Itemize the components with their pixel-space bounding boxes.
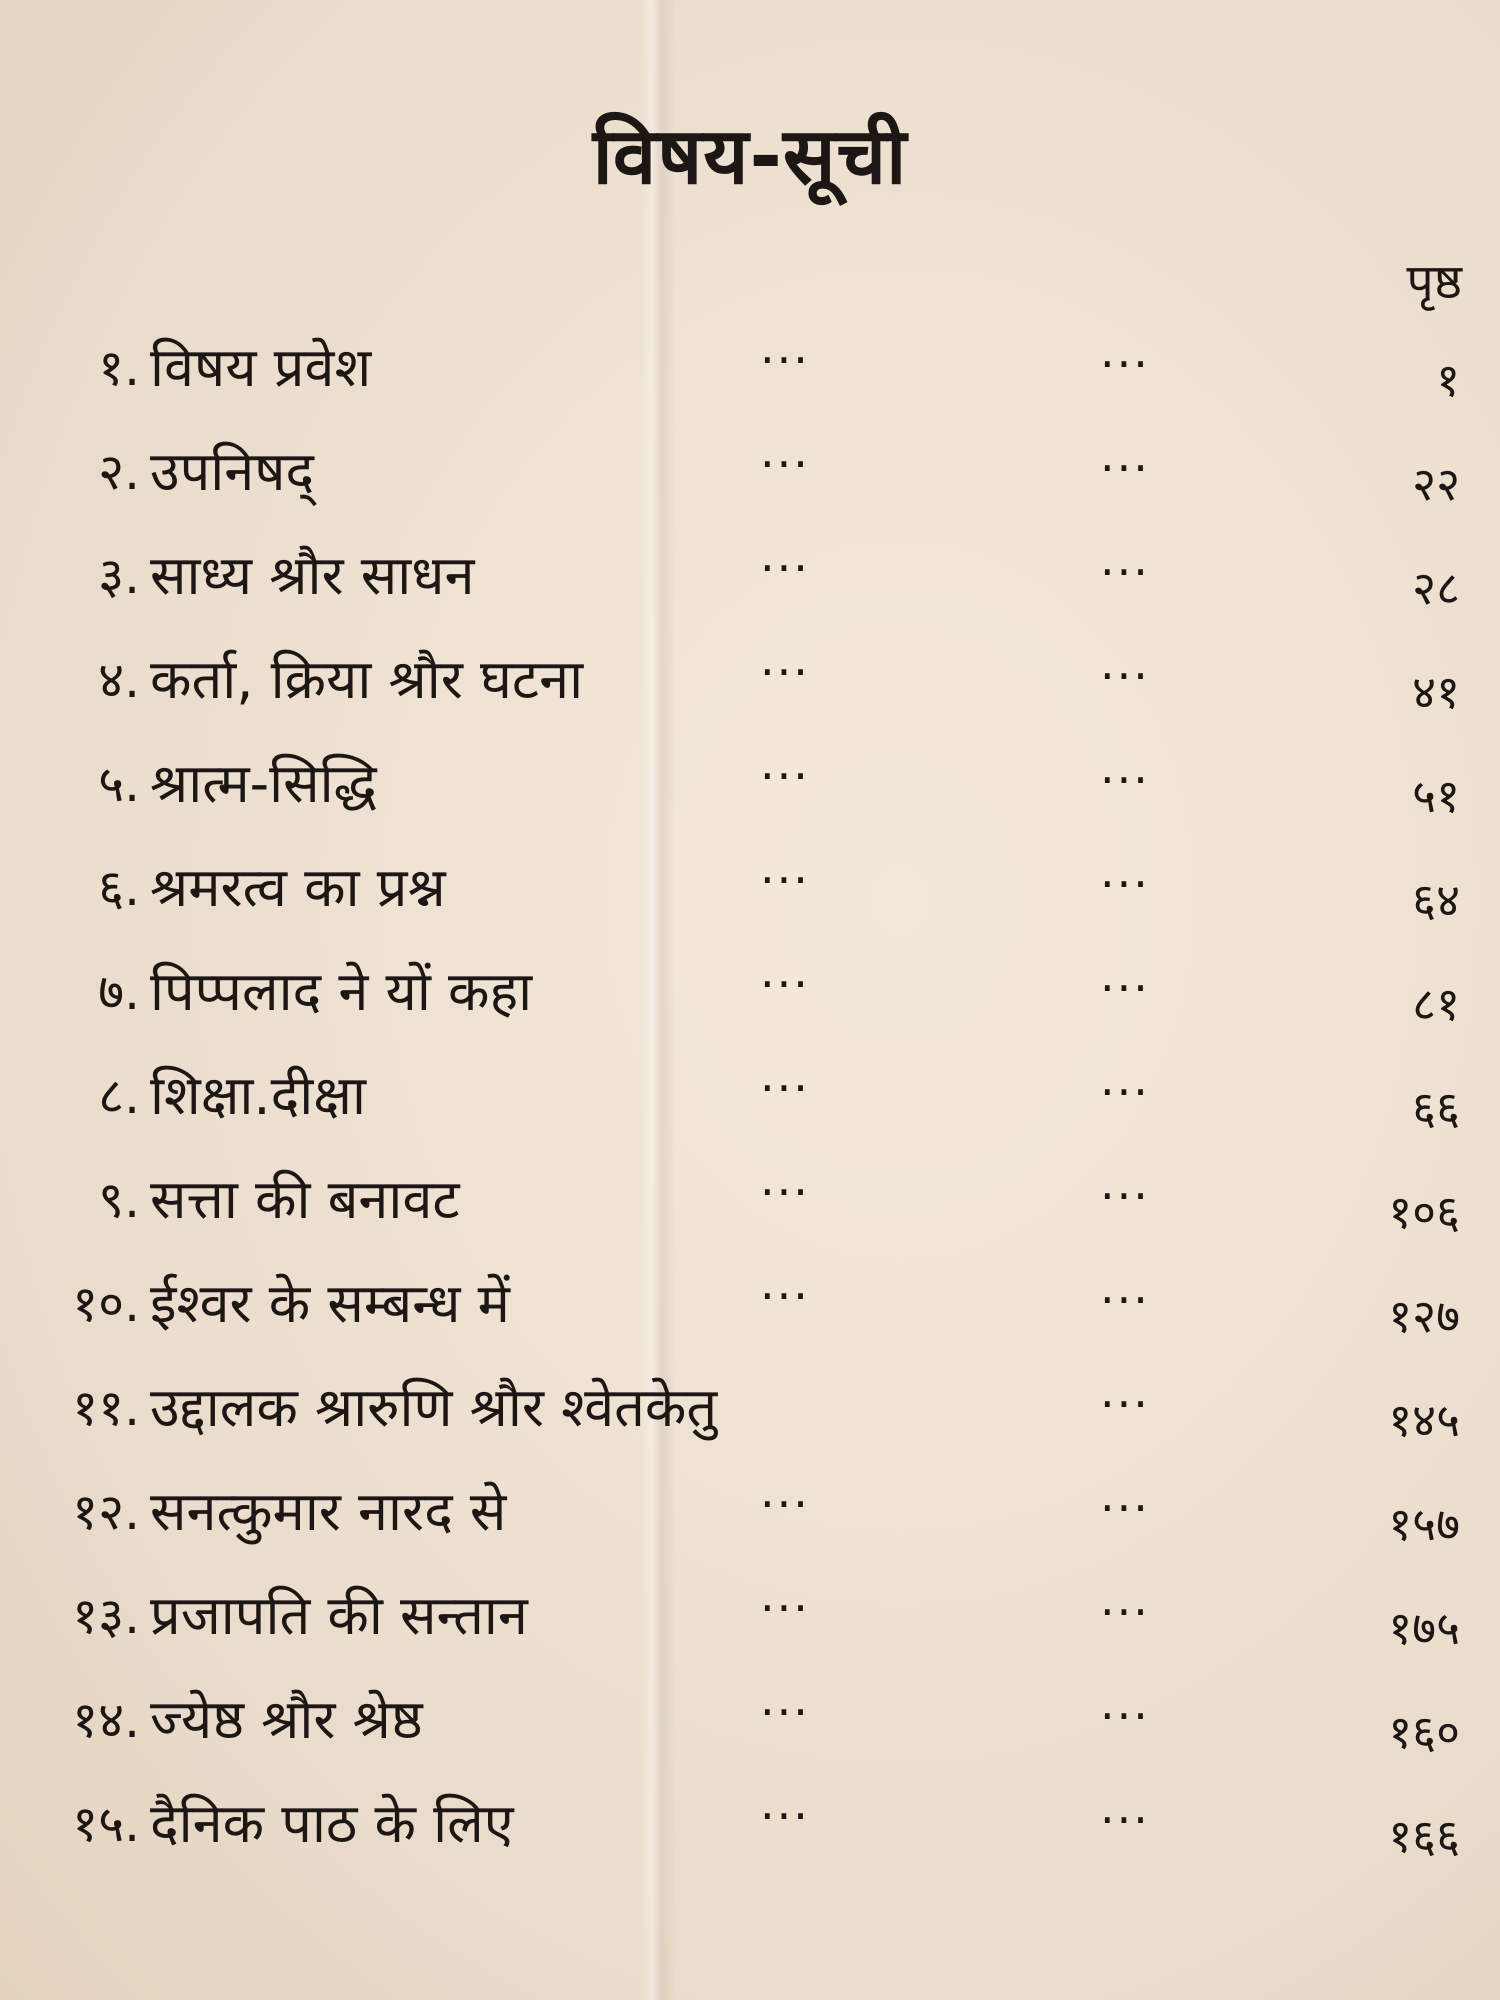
leader-dots: ... — [760, 320, 810, 374]
toc-entry — [0, 1360, 1500, 1464]
chapter-number: ६. — [98, 859, 140, 917]
toc-entry — [0, 1672, 1500, 1776]
page-number: ६६ — [1412, 1081, 1460, 1135]
table-of-contents — [0, 320, 1500, 1880]
leader-dots: ... — [1100, 1156, 1150, 1210]
chapter-number: ९. — [98, 1171, 140, 1229]
chapter-title: शिक्षा.दीक्षा — [150, 1064, 366, 1127]
chapter-title: दैनिक पाठ के लिए — [150, 1792, 514, 1855]
toc-entry — [0, 1152, 1500, 1256]
leader-dots: ... — [1100, 1676, 1150, 1730]
chapter-title: सनत्कुमार नारद से — [150, 1480, 507, 1543]
leader-dots: ... — [1100, 428, 1150, 482]
page-column-heading: पृष्ठ — [1406, 254, 1462, 310]
leader-dots: ... — [1100, 1052, 1150, 1106]
chapter-title: विषय प्रवेश — [150, 336, 372, 399]
chapter-title: उद्दालक श्रारुणि श्रौर श्वेतकेतु — [150, 1376, 718, 1439]
leader-dots: ... — [1100, 1780, 1150, 1834]
leader-dots: ... — [760, 944, 810, 998]
page-number: ८१ — [1412, 977, 1460, 1031]
page-number: १५७ — [1388, 1497, 1460, 1551]
chapter-number: ४. — [98, 651, 140, 709]
leader-dots: ... — [1100, 1468, 1150, 1522]
chapter-title: श्रमरत्व का प्रश्न — [150, 856, 446, 919]
leader-dots: ... — [760, 840, 810, 894]
leader-dots: ... — [1100, 740, 1150, 794]
toc-entry — [0, 944, 1500, 1048]
chapter-title: ईश्वर के सम्बन्ध में — [150, 1272, 510, 1335]
page-number: २८ — [1412, 561, 1460, 615]
chapter-number: १४. — [72, 1691, 140, 1749]
toc-entry — [0, 632, 1500, 736]
leader-dots: ... — [1100, 324, 1150, 378]
chapter-number: ११. — [72, 1379, 140, 1437]
page-number: १ — [1436, 353, 1460, 407]
chapter-number: २. — [98, 443, 140, 501]
page-number: २२ — [1412, 457, 1460, 511]
chapter-number: ८. — [98, 1067, 140, 1125]
leader-dots: ... — [1100, 636, 1150, 690]
toc-entry — [0, 320, 1500, 424]
toc-entry — [0, 1048, 1500, 1152]
chapter-title: साध्य श्रौर साधन — [150, 544, 475, 607]
leader-dots: ... — [760, 736, 810, 790]
chapter-number: ५. — [98, 755, 140, 813]
toc-entry — [0, 528, 1500, 632]
toc-entry — [0, 1256, 1500, 1360]
chapter-title: ज्येष्ठ श्रौर श्रेष्ठ — [150, 1688, 423, 1751]
leader-dots: ... — [760, 424, 810, 478]
toc-entry — [0, 424, 1500, 528]
page-number: १७५ — [1388, 1601, 1460, 1655]
page-number: १६० — [1388, 1705, 1460, 1759]
leader-dots: ... — [760, 1152, 810, 1206]
chapter-title: उपनिषद् — [150, 440, 315, 503]
chapter-title: प्रजापति की सन्तान — [150, 1584, 528, 1647]
chapter-number: १०. — [72, 1275, 140, 1333]
leader-dots: ... — [760, 1568, 810, 1622]
leader-dots: ... — [1100, 1364, 1150, 1418]
leader-dots: ... — [760, 632, 810, 686]
leader-dots: ... — [760, 1776, 810, 1830]
page-title: विषय-सूची — [592, 112, 908, 202]
toc-entry — [0, 840, 1500, 944]
chapter-number: १२. — [72, 1483, 140, 1541]
toc-entry — [0, 1464, 1500, 1568]
toc-entry — [0, 736, 1500, 840]
leader-dots: ... — [760, 1464, 810, 1518]
page-number: १२७ — [1388, 1289, 1460, 1343]
page-number: ६४ — [1412, 873, 1460, 927]
leader-dots: ... — [1100, 1572, 1150, 1626]
leader-dots: ... — [1100, 948, 1150, 1002]
chapter-title: श्रात्म-सिद्धि — [150, 752, 377, 815]
leader-dots: ... — [1100, 532, 1150, 586]
chapter-number: ३. — [98, 547, 140, 605]
leader-dots: ... — [760, 1672, 810, 1726]
leader-dots: ... — [1100, 844, 1150, 898]
leader-dots: ... — [760, 1048, 810, 1102]
page-number: ५१ — [1412, 769, 1460, 823]
chapter-number: १३. — [72, 1587, 140, 1645]
leader-dots: ... — [760, 1256, 810, 1310]
toc-entry — [0, 1776, 1500, 1880]
chapter-number: ७. — [98, 963, 140, 1021]
page-number: १०६ — [1388, 1185, 1460, 1239]
toc-entry — [0, 1568, 1500, 1672]
page-number: १६६ — [1388, 1809, 1460, 1863]
chapter-number: १५. — [72, 1795, 140, 1853]
chapter-title: पिप्पलाद ने यों कहा — [150, 960, 533, 1023]
chapter-number: १. — [98, 339, 140, 397]
page-number: १४५ — [1388, 1393, 1460, 1447]
page-number: ४१ — [1412, 665, 1460, 719]
chapter-title: सत्ता की बनावट — [150, 1168, 460, 1231]
leader-dots: ... — [760, 528, 810, 582]
leader-dots: ... — [1100, 1260, 1150, 1314]
chapter-title: कर्ता, क्रिया श्रौर घटना — [150, 648, 584, 711]
